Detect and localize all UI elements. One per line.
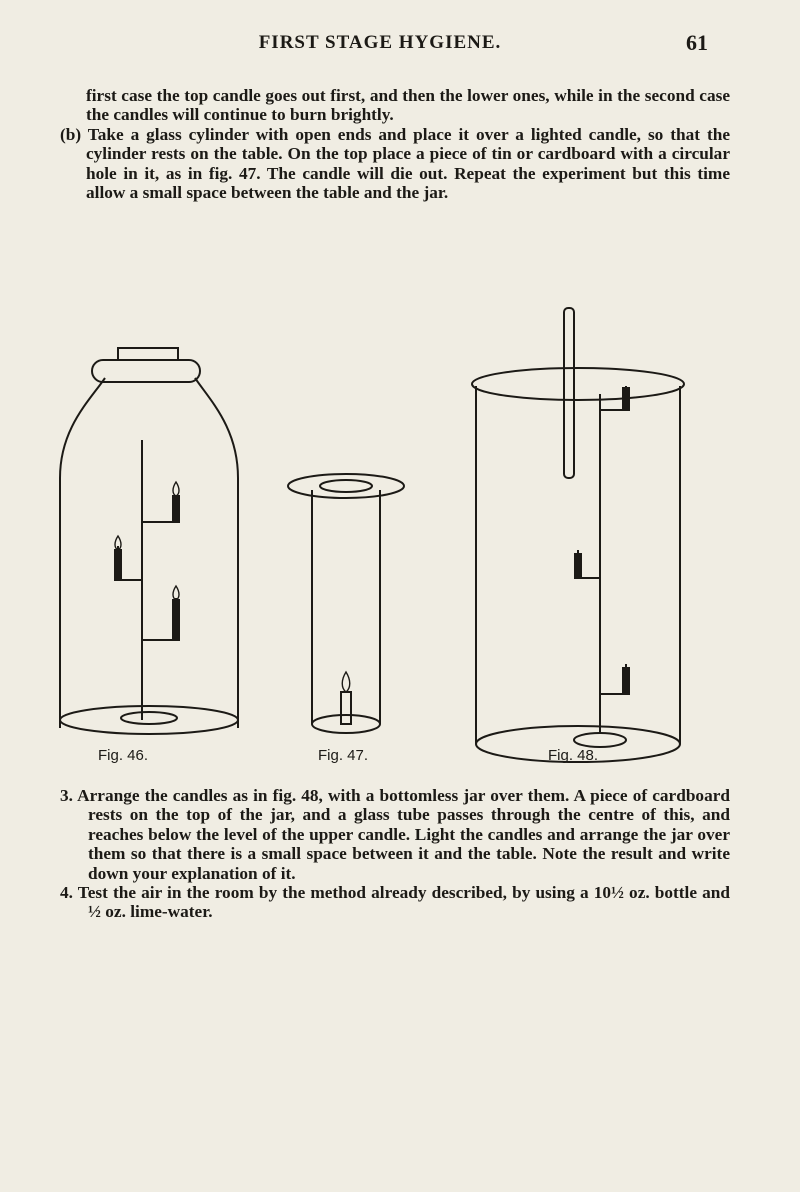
fig-46-caption: Fig. 46. — [98, 747, 149, 764]
intro-paragraph: first case the top candle goes out first, and then the lower ones, while in the second case the candles will continue to burn brightly. — [86, 86, 730, 125]
item-4-label: 4. — [60, 883, 73, 903]
fig-48-caption: Fig. 48. — [548, 747, 599, 764]
item-3-text: Arrange the candles as in fig. 48, with a bottomless jar over them. A piece of cardboard rests on the top of the jar, and a glass tube passes through the centre of this, and reaches below the level of the upper candle. Light the candles and arrange the jar over them so that there is a small space between it and the table. Note the result and write down your explanation of it. — [77, 786, 730, 883]
item-3-label: 3. — [60, 786, 73, 805]
bottom-text-block — [60, 786, 730, 922]
page-number: 61 — [686, 30, 708, 55]
item-3-paragraph — [60, 786, 730, 883]
figures-illustration — [0, 300, 800, 780]
item-b-paragraph — [60, 125, 730, 203]
item-b-label: (b) — [60, 124, 82, 144]
glass-cylinder-candle-icon — [288, 474, 404, 733]
item-4-text: Test the air in the room by the method already described, by using a 10½ oz. bottle and ½ oz. lime-water. — [77, 883, 730, 922]
bell-jar-three-candles-icon — [60, 348, 238, 734]
fig-47-caption: Fig. 47. — [318, 747, 369, 764]
running-head: FIRST STAGE HYGIENE. — [258, 32, 502, 53]
item-b-text: Take a glass cylinder with open ends and place it over a lighted candle, so that the cylinder rests on the table. On the top place a piece of tin or cardboard with a circular hole in it, as in fig. 47. The candle will die out. Repeat the experiment but this time allow a small space between the table and the jar. — [86, 124, 730, 203]
item-4-paragraph — [60, 883, 730, 922]
page-header — [0, 30, 800, 58]
bottomless-jar-tube-candles-icon — [472, 308, 684, 762]
top-text-block — [60, 86, 730, 202]
